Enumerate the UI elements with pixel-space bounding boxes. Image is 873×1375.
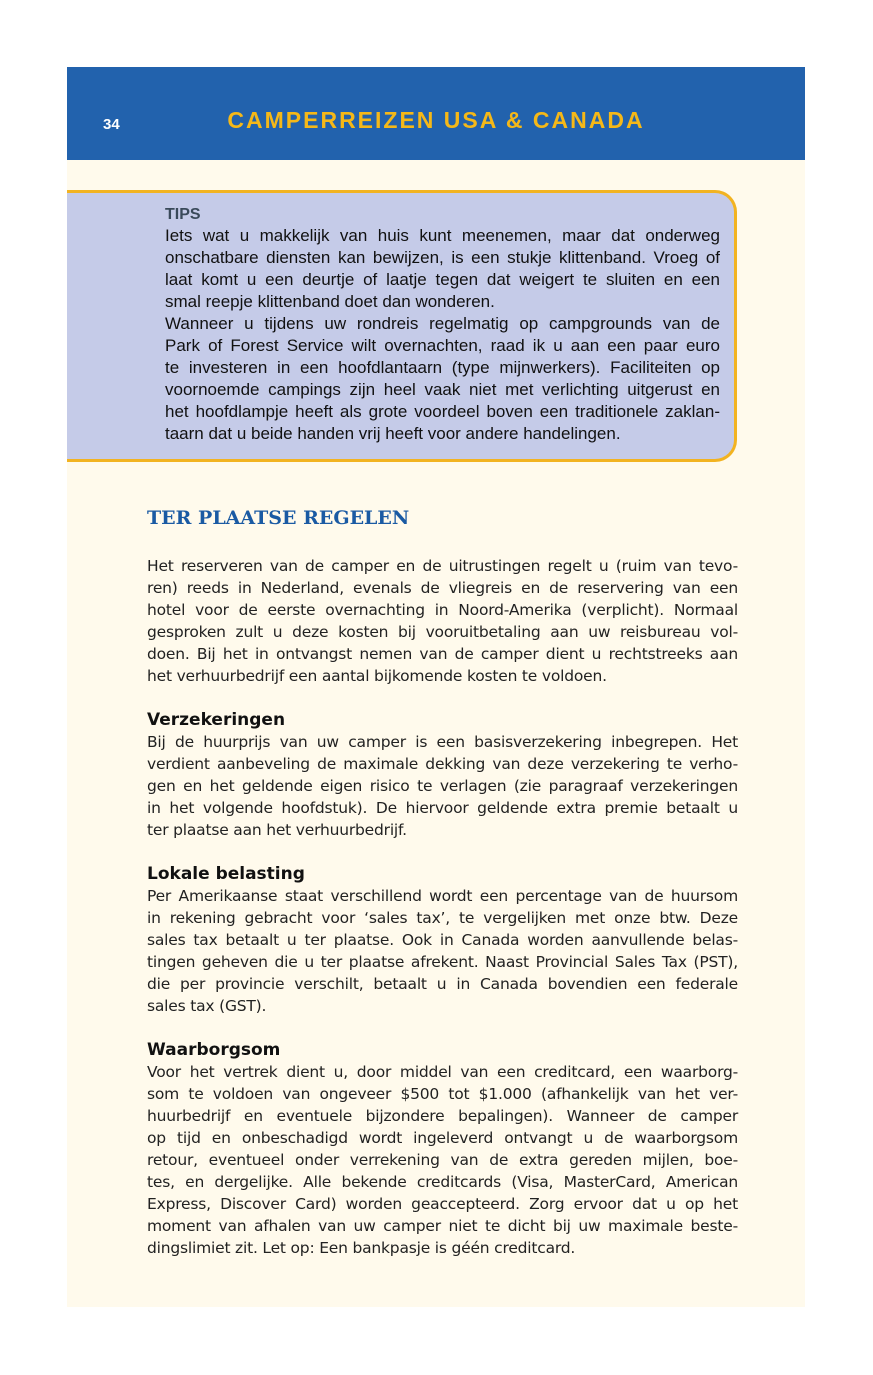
text-line: op tijd en onbeschadigd wordt ingeleverd ontvangt u de waarborgsom (147, 1129, 738, 1147)
text-line: laat komt u een deurtje of laatje tegen dat weigert te sluiten en een (165, 270, 720, 289)
subsection-title: Verzekeringen (147, 710, 286, 730)
text-line: die per provincie verschilt, betaalt u in Canada bovendien een federale (147, 975, 738, 993)
subsection (147, 863, 738, 1017)
intro-paragraph (147, 555, 738, 687)
text-line: taarn dat u beide handen vrij heeft voor andere handelingen. (165, 424, 621, 443)
text-line: Per Amerikaanse staat verschillend wordt een percentage van de huursom (147, 887, 738, 905)
text-line: Wanneer u tijdens uw rondreis regelmatig op campgrounds van de (165, 314, 720, 333)
text-line: sales tax (GST). (147, 997, 267, 1015)
text-line: ter plaatse aan het verhuurbedrijf. (147, 821, 407, 839)
text-line: retour, eventueel onder verrekening van de extra gereden mijlen, boe- (147, 1151, 738, 1169)
text-line: voornoemde campings zijn heel vaak niet met verlichting uitgerust en (165, 380, 720, 399)
tips-title: TIPS (165, 206, 201, 223)
subsection (147, 1039, 738, 1259)
page-header (67, 67, 805, 160)
text-line: doen. Bij het in ontvangst nemen van de camper dient u rechtstreeks aan (147, 645, 738, 663)
text-line: tes, en dergelijke. Alle bekende creditcards (Visa, MasterCard, American (147, 1173, 738, 1191)
text-line: tingen geheven die u ter plaatse afrekent. Naast Provincial Sales Tax (PST), (147, 953, 738, 971)
text-line: in het volgende hoofdstuk). De hiervoor geldende extra premie betaalt u (147, 799, 738, 817)
text-line: Park of Forest Service wilt overnachten, raad ik u aan een paar euro (165, 336, 720, 355)
text-line: som te voldoen van ongeveer $500 tot $1.000 (afhankelijk van het ver- (147, 1085, 738, 1103)
section-title: TER PLAATSE REGELEN (147, 507, 410, 529)
text-line: smal reepje klittenband doet dan wonderen. (165, 292, 495, 311)
text-line: Bij de huurprijs van uw camper is een basisverzekering inbegrepen. Het (147, 733, 738, 751)
text-line: dingslimiet zit. Let op: Een bankpasje is géén creditcard. (147, 1239, 576, 1257)
text-line: hotel voor de eerste overnachting in Noord-Amerika (verplicht). Normaal (147, 601, 738, 619)
text-line: in rekening gebracht voor ‘sales tax’, te vergelijken met onze btw. Deze (147, 909, 738, 927)
text-line: gen en het geldende eigen risico te verlagen (zie paragraaf verzekeringen (147, 777, 738, 795)
text-line: te investeren in een hoofdlantaarn (type mijnwerkers). Faciliteiten op (165, 358, 720, 377)
page-number: 34 (103, 116, 120, 133)
subsection-title: Waarborgsom (147, 1040, 281, 1060)
text-line: Voor het vertrek dient u, door middel van een creditcard, een waarborg- (147, 1063, 738, 1081)
text-line: Het reserveren van de camper en de uitrustingen regelt u (ruim van tevo- (147, 557, 738, 575)
text-line: huurbedrijf en eventuele bijzondere bepalingen). Wanneer de camper (147, 1107, 738, 1125)
main-content (147, 505, 738, 1259)
text-line: het verhuurbedrijf een aantal bijkomende kosten te voldoen. (147, 667, 607, 685)
subsection-title: Lokale belasting (147, 864, 305, 884)
text-line: moment van afhalen van uw camper niet te dicht bij uw maximale beste- (147, 1217, 738, 1235)
header-title: CAMPERREIZEN USA & CANADA (227, 107, 645, 133)
text-line: ren) reeds in Nederland, evenals de vliegreis en de reservering van een (147, 579, 738, 597)
text-line: sales tax betaalt u ter plaatse. Ook in Canada worden aanvullende belas- (147, 931, 738, 949)
text-line: onschatbare diensten kan bewijzen, is een stukje klittenband. Vroeg of (165, 248, 720, 267)
text-line: Iets wat u makkelijk van huis kunt meenemen, maar dat onderweg (165, 226, 720, 245)
text-line: Express, Discover Card) worden geaccepteerd. Zorg ervoor dat u op het (147, 1195, 738, 1213)
text-line: verdient aanbeveling de maximale dekking van deze verzekering te verho- (147, 755, 738, 773)
text-line: het hoofdlampje heeft als grote voordeel boven een traditionele zaklan- (165, 402, 720, 421)
tips-box (67, 190, 737, 462)
text-line: gesproken zult u deze kosten bij vooruitbetaling aan uw reisbureau vol- (147, 623, 738, 641)
subsection (147, 709, 738, 841)
